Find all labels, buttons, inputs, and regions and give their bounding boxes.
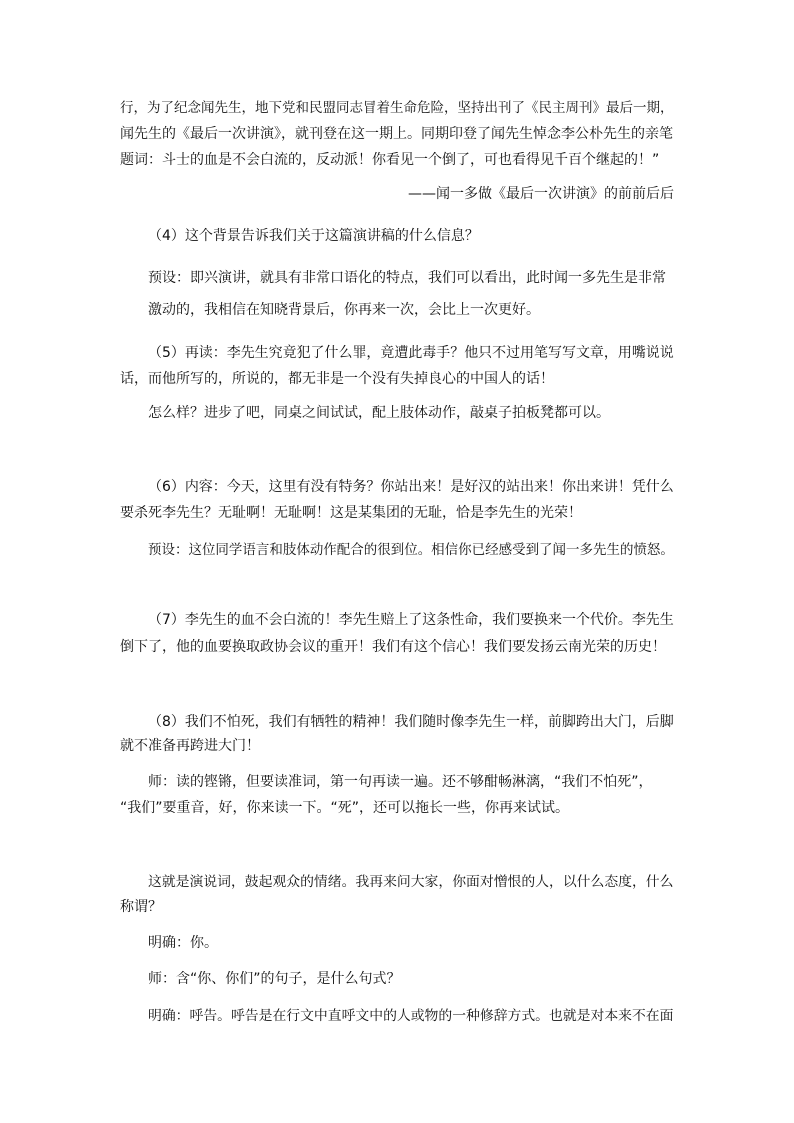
text-line: 倒下了，他的血要换取政协会议的重开！我们有这个信心！我们要发扬云南光荣的历史！ xyxy=(120,639,666,655)
text-line: 闻先生的《最后一次讲演》，就刊登在这一期上。同期印登了闻先生悼念李公朴先生的亲笔 xyxy=(120,126,673,142)
source-attribution: ——闻一多做《最后一次讲演》的前前后后 xyxy=(408,186,674,202)
reading-5: （5）再读：李先生究竟犯了什么罪，竟遭此毒手？他只不过用笔写写文章，用嘴说说 xyxy=(148,345,674,361)
text-line: 行，为了纪念闻先生，地下党和民盟同志冒着生命危险，坚持出刊了《民主周刊》最后一期， xyxy=(120,100,674,116)
teacher-comment: 师：读的铿锵，但要读准词，第一句再读一遍。还不够酣畅淋漓，“我们不怕死”， xyxy=(148,774,653,790)
text-line: 要杀死李先生？无耻啊！无耻啊！这是某集团的无耻，恰是李先生的光荣！ xyxy=(120,505,582,521)
answer-line: 明确：呼告。呼告是在行文中直呼文中的人或物的一种修辞方式。也就是对本来不在面 xyxy=(148,1008,674,1024)
text-line: 就不准备再跨进大门！ xyxy=(120,738,260,754)
text-line: 怎么样？进步了吧，同桌之间试试，配上肢体动作，敲桌子拍板凳都可以。 xyxy=(148,405,610,421)
preset-answer: 预设：这位同学语言和肢体动作配合的很到位。相信你已经感受到了闻一多先生的愤怒。 xyxy=(148,542,674,558)
reading-7: （7）李先生的血不会白流的！李先生赔上了这条性命，我们要换来一个代价。李先生 xyxy=(148,612,674,628)
text-line: 这就是演说词，鼓起观众的情绪。我再来问大家，你面对憎恨的人，以什么态度，什么 xyxy=(148,874,674,890)
answer-line: 明确：你。 xyxy=(148,935,218,951)
text-line: 称谓？ xyxy=(120,899,162,915)
reading-8: （8）我们不怕死，我们有牺牲的精神！我们随时像李先生一样，前脚跨出大门，后脚 xyxy=(148,714,674,730)
reading-6: （6）内容：今天，这里有没有特务？你站出来！是好汉的站出来！你出来讲！凭什么 xyxy=(148,479,674,495)
text-line: 话，而他所写的，所说的，都无非是一个没有失掉良心的中国人的话！ xyxy=(120,371,554,387)
question-4: （4）这个背景告诉我们关于这篇演讲稿的什么信息？ xyxy=(148,228,479,244)
preset-answer: 预设：即兴演讲，就具有非常口语化的特点，我们可以看出，此时闻一多先生是非常 xyxy=(148,270,666,286)
text-line: 激动的，我相信在知晓背景后，你再来一次，会比上一次更好。 xyxy=(148,302,540,318)
text-line: 题词：斗士的血是不会白流的，反动派！你看见一个倒了，可也看得见千百个继起的！” xyxy=(120,152,660,168)
text-line: “我们”要重音，好，你来读一下。“死”，还可以拖长一些，你再来试试。 xyxy=(120,800,570,816)
teacher-question: 师：含“你、你们”的句子，是什么句式？ xyxy=(148,971,401,987)
